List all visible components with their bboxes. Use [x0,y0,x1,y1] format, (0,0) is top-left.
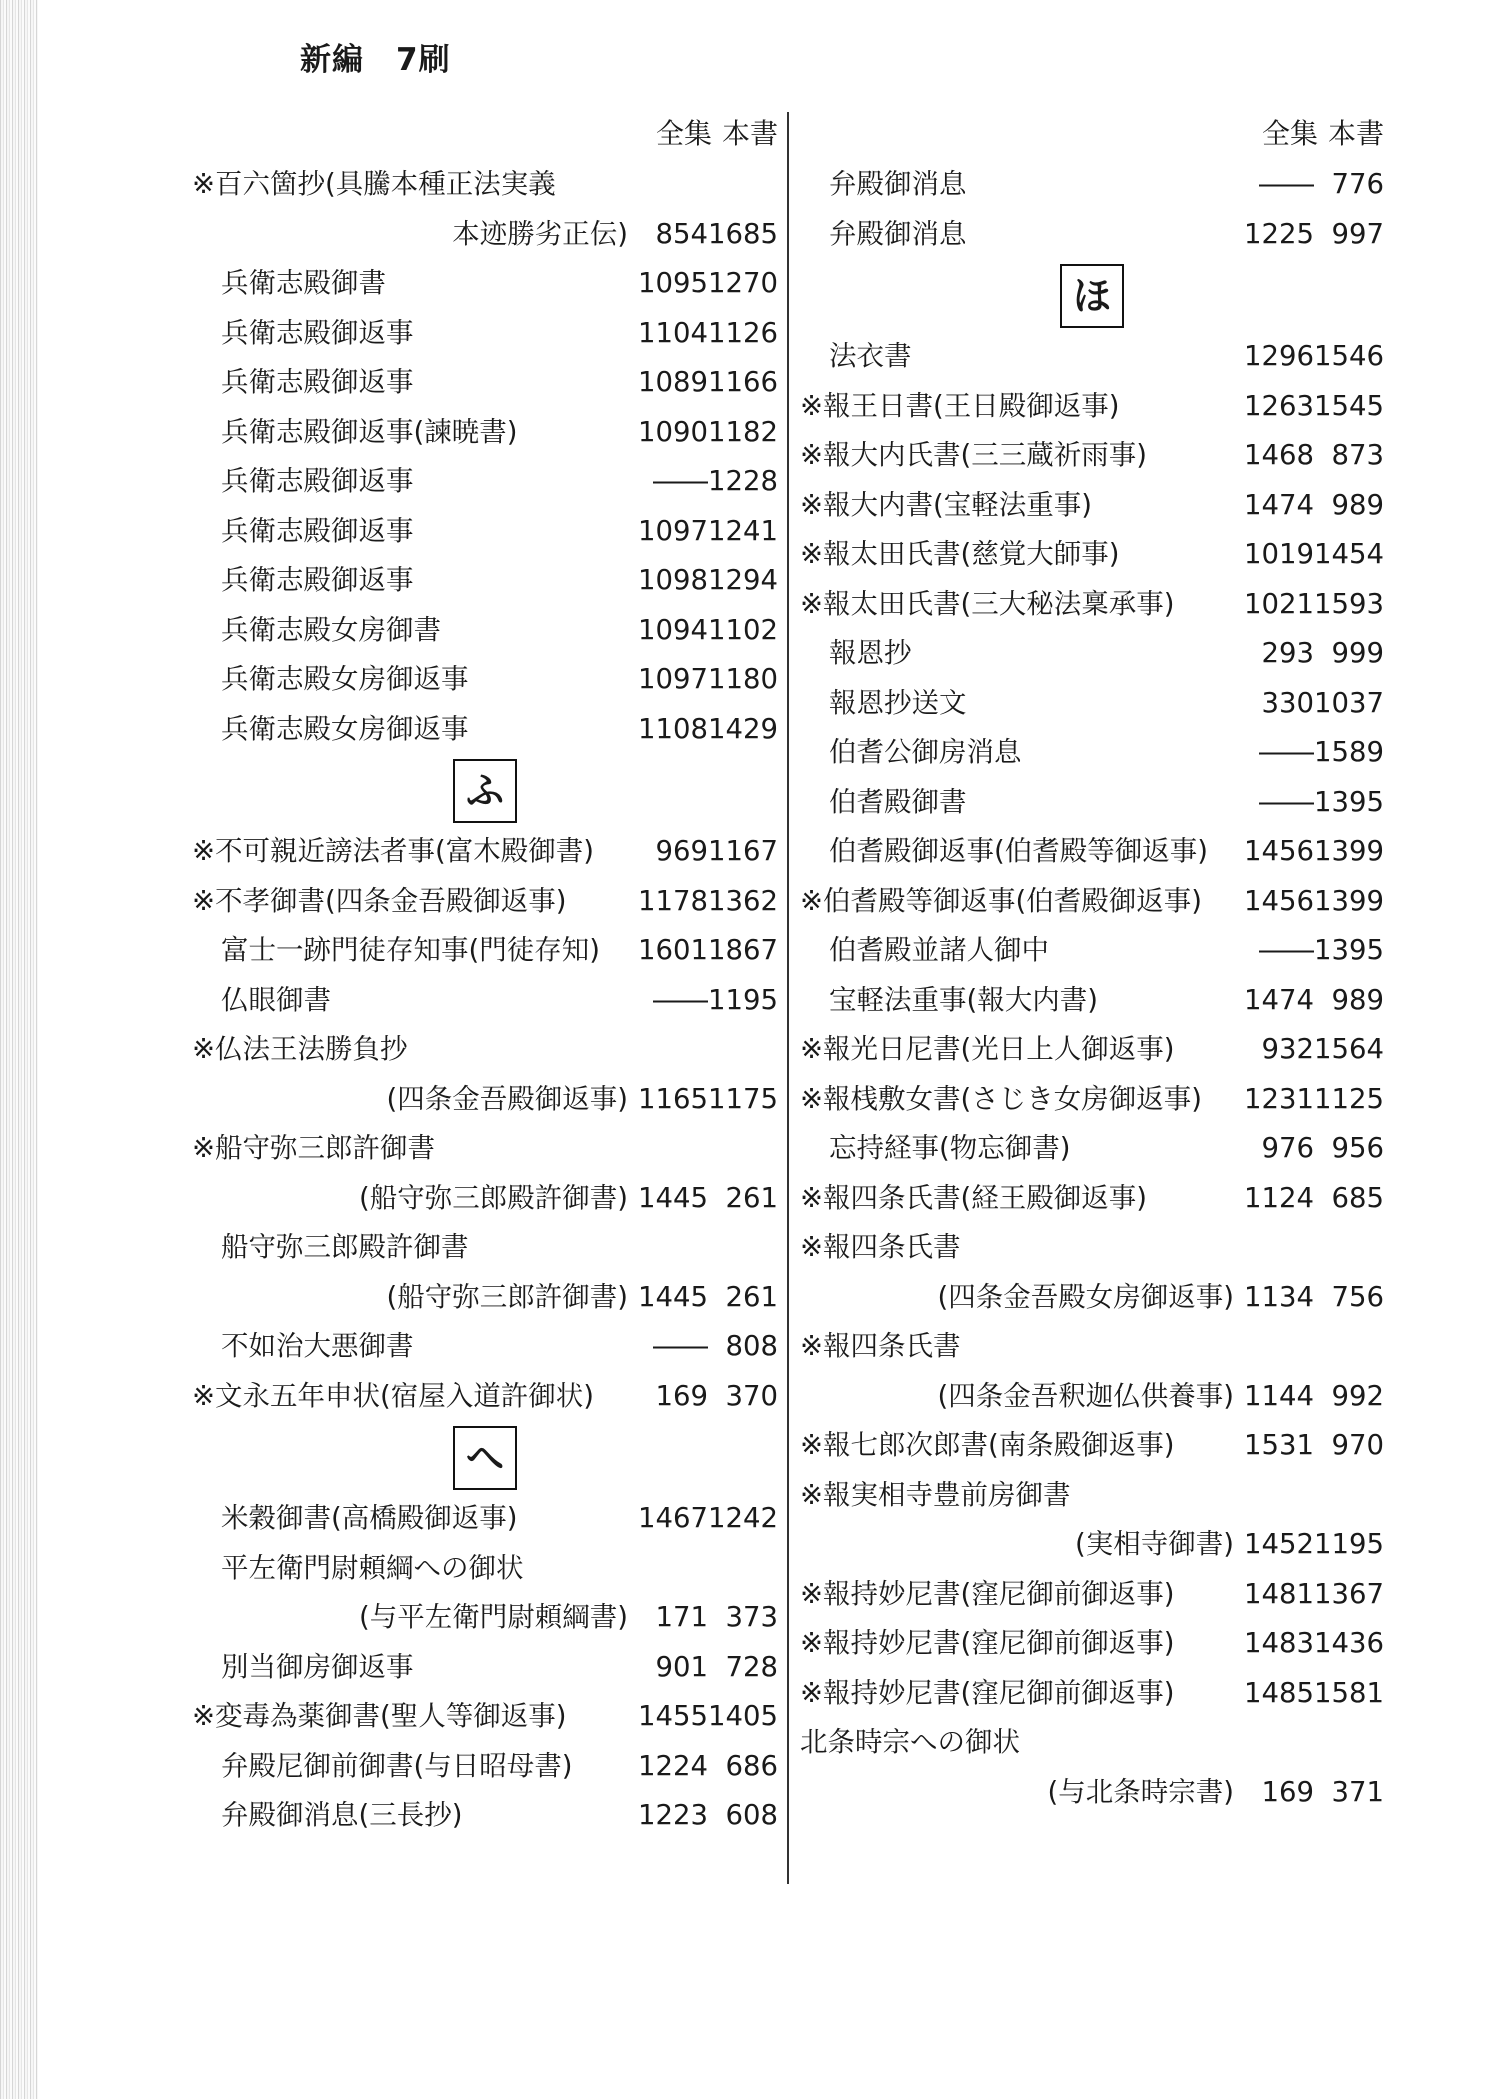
index-entry [192,606,778,656]
entry-title: ※不孝御書(四条金吾殿御返事) [192,884,567,917]
entry-honsho-page: 1593 [1314,587,1384,620]
entry-title: 船守弥三郎殿許御書 [221,1231,469,1263]
index-entry [800,679,1384,729]
entry-title: ※報大内書(宝軽法重事) [800,488,1092,521]
entry-zenshu-page: 976 [1261,1132,1314,1164]
entry-honsho-page: 1685 [708,217,778,250]
entry-honsho-page: 261 [725,1280,778,1313]
entry-title: 米穀御書(高橋殿御返事) [221,1502,518,1534]
entry-zenshu-page: 1467 [638,1502,708,1534]
index-entry [800,976,1384,1026]
entry-honsho-page: 1241 [708,514,778,547]
entry-title: (船守弥三郎殿許御書) [359,1181,628,1214]
index-entry [800,1421,1384,1471]
entry-zenshu-page: 1468 [1244,439,1314,471]
index-entry [192,1124,778,1174]
index-entry [800,431,1384,481]
entry-zenshu-page: 1108 [638,712,708,745]
index-entry [192,259,778,309]
index-entry [192,827,778,877]
entry-title: (四条金吾釈迦仏供養事) [937,1379,1234,1412]
entry-honsho-page: 1125 [1314,1082,1384,1115]
index-entry [192,705,778,755]
entry-honsho-page: 1436 [1314,1627,1384,1659]
entry-honsho-page: 956 [1331,1132,1384,1164]
index-entry-continuation [192,1593,778,1643]
entry-honsho-page: 1395 [1314,785,1384,818]
entry-honsho-page: 1166 [708,366,778,398]
entry-zenshu-page: 1531 [1244,1429,1314,1461]
entry-honsho-page: 1175 [708,1082,778,1115]
entry-title: 報恩抄送文 [829,686,967,719]
header-zenshu: 全集 [1261,117,1318,150]
entry-zenshu-page: 1224 [638,1749,708,1782]
entry-honsho-page: 1195 [1314,1528,1384,1560]
entry-zenshu-page: ―― [1259,736,1314,768]
entry-zenshu-page: 854 [655,217,708,250]
entry-title: 宝軽法重事(報大内書) [829,983,1098,1016]
entry-title: 平左衛門尉頼綱への御状 [221,1551,524,1584]
index-entry [800,778,1384,828]
entry-honsho-page: 685 [1331,1181,1384,1214]
entry-zenshu-page: ―― [653,465,708,497]
index-entry [192,408,778,458]
kana-section-heading [192,754,778,827]
index-entry [800,382,1384,432]
index-entry [192,877,778,927]
entry-zenshu-page: 1481 [1244,1577,1314,1610]
entry-honsho-page: 1102 [708,613,778,646]
kana-heading-box: ふ [453,759,517,823]
index-entry-continuation [192,1075,778,1125]
entry-zenshu-page: 1483 [1244,1627,1314,1659]
entry-honsho-page: 1228 [708,465,778,497]
index-entry [192,160,778,210]
entry-title: 北条時宗への御状 [800,1726,1020,1758]
entry-zenshu-page: 1094 [638,613,708,646]
entry-zenshu-page: 1296 [1244,340,1314,372]
entry-honsho-page: 989 [1331,983,1384,1016]
entry-zenshu-page: 1225 [1244,217,1314,250]
kana-heading-box: ほ [1060,264,1124,328]
header-honsho: 本書 [721,117,778,150]
entry-honsho-page: 1180 [708,663,778,695]
index-entry [800,1669,1384,1719]
entry-honsho-page: 1367 [1314,1577,1384,1610]
entry-honsho-page: 1242 [708,1502,778,1534]
index-entry [800,1124,1384,1174]
header-zenshu: 全集 [655,117,712,150]
entry-title: ※文永五年申状(宿屋入道許御状) [192,1379,594,1412]
index-entry [800,1075,1384,1125]
entry-honsho-page: 1454 [1314,538,1384,570]
entry-title: ※報四条氏書 [800,1330,961,1362]
entry-title: 弁殿御消息(三長抄) [221,1799,463,1831]
index-entry-continuation [800,1273,1384,1323]
entry-honsho-page: 686 [725,1749,778,1782]
entry-title: ※報太田氏書(慈覚大師事) [800,538,1120,570]
column-header-left [540,112,778,148]
entry-zenshu-page: 1231 [1244,1082,1314,1115]
entry-zenshu-page: 1474 [1244,983,1314,1016]
entry-zenshu-page: 1134 [1244,1280,1314,1313]
index-entry [800,629,1384,679]
entry-title: 仏眼御書 [221,983,331,1016]
entry-zenshu-page: 1455 [638,1700,708,1732]
entry-honsho-page: 1405 [708,1700,778,1732]
index-entry [800,210,1384,260]
entry-title: ※百六箇抄(具騰本種正法実義 [192,168,556,200]
entry-title: ※仏法王法勝負抄 [192,1033,408,1065]
entry-title: (四条金吾殿御返事) [386,1082,628,1115]
entry-title: 兵衛志殿御返事 [221,316,414,349]
entry-honsho-page: 1362 [708,884,778,917]
kana-section-heading [192,1421,778,1494]
entry-zenshu-page: 1098 [638,564,708,596]
entry-title: (実相寺御書) [1075,1528,1234,1560]
entry-honsho-page: 1270 [708,267,778,299]
entry-title: 兵衛志殿御返事 [221,564,414,596]
entry-honsho-page: 1546 [1314,340,1384,372]
entry-zenshu-page: ―― [1259,168,1314,200]
entry-title: 富士一跡門徒存知事(門徒存知) [221,934,600,966]
entry-honsho-page: 728 [725,1650,778,1683]
entry-zenshu-page: 1445 [638,1280,708,1313]
entry-zenshu-page: 1090 [638,415,708,448]
entry-title: 報恩抄 [829,637,912,669]
index-entry [192,1494,778,1544]
entry-zenshu-page: ―― [1259,934,1314,966]
index-entry [800,160,1384,210]
index-entry [800,1322,1384,1372]
entry-honsho-page: 1195 [708,983,778,1016]
index-entry [192,1692,778,1742]
entry-title: (船守弥三郎許御書) [386,1280,628,1313]
entry-honsho-page: 1589 [1314,736,1384,768]
index-entry-continuation [800,1372,1384,1422]
entry-honsho-page: 1037 [1314,686,1384,719]
entry-honsho-page: 370 [725,1379,778,1412]
index-entry [800,530,1384,580]
index-entry [192,507,778,557]
entry-honsho-page: 1545 [1314,389,1384,422]
column-divider [787,112,789,1884]
entry-honsho-page: 1867 [708,934,778,966]
index-entry [192,926,778,976]
entry-zenshu-page: 1445 [638,1181,708,1214]
entry-title: 弁殿御消息 [829,168,967,200]
index-column-left [192,160,778,1841]
entry-zenshu-page: 1456 [1244,884,1314,917]
entry-zenshu-page: 1124 [1244,1181,1314,1214]
index-entry [800,1471,1384,1521]
entry-title: 伯耆殿御書 [829,785,967,818]
index-entry [800,1025,1384,1075]
entry-zenshu-page: ―― [653,983,708,1016]
index-entry [192,309,778,359]
entry-title: 別当御房御返事 [221,1650,414,1683]
entry-title: ※不可親近謗法者事(富木殿御書) [192,835,594,867]
entry-zenshu-page: 932 [1261,1033,1314,1065]
entry-title: 兵衛志殿女房御書 [221,613,441,646]
kana-heading-box: へ [453,1426,517,1490]
entry-title: ※報持妙尼書(窪尼御前御返事) [800,1577,1175,1610]
index-entry [192,1025,778,1075]
entry-title: ※変毒為薬御書(聖人等御返事) [192,1700,567,1732]
entry-zenshu-page: 1089 [638,366,708,398]
entry-zenshu-page: 1452 [1244,1528,1314,1560]
entry-zenshu-page: 169 [1261,1775,1314,1808]
entry-title: (与平左衛門尉頼綱書) [359,1601,628,1633]
entry-zenshu-page: 1019 [1244,538,1314,570]
entry-honsho-page: 808 [725,1330,778,1362]
index-entry [192,1322,778,1372]
scan-binding-edge [0,0,38,2099]
index-entry [192,1791,778,1841]
header-honsho: 本書 [1327,117,1384,150]
entry-title: ※報持妙尼書(窪尼御前御返事) [800,1627,1175,1659]
entry-title: 弁殿御消息 [829,217,967,250]
entry-title: 兵衛志殿女房御返事 [221,663,469,695]
entry-title: ※報大内氏書(三三蔵祈雨事) [800,439,1147,471]
entry-zenshu-page: 1097 [638,514,708,547]
entry-title: ※報持妙尼書(窪尼御前御返事) [800,1676,1175,1709]
entry-title: ※報太田氏書(三大秘法稟承事) [800,587,1175,620]
entry-honsho-page: 608 [725,1799,778,1831]
index-entry [800,1718,1384,1768]
index-entry [192,457,778,507]
entry-zenshu-page: 1095 [638,267,708,299]
index-entry [800,580,1384,630]
entry-honsho-page: 970 [1331,1429,1384,1461]
entry-title: 兵衛志殿女房御返事 [221,712,469,745]
kana-section-heading [800,259,1384,332]
entry-zenshu-page: 1021 [1244,587,1314,620]
entry-honsho-page: 1564 [1314,1033,1384,1065]
index-entry [800,926,1384,976]
entry-title: (与北条時宗書) [1047,1775,1234,1808]
index-entry [192,976,778,1026]
index-entry-continuation [192,210,778,260]
index-entry [800,1174,1384,1224]
index-entry [192,358,778,408]
entry-title: ※伯耆殿等御返事(伯耆殿御返事) [800,884,1202,917]
index-entry [192,1544,778,1594]
index-entry-continuation [800,1768,1384,1818]
entry-zenshu-page: 1456 [1244,835,1314,867]
entry-zenshu-page: 293 [1261,637,1314,669]
entry-zenshu-page: 1178 [638,884,708,917]
entry-title: 兵衛志殿御返事(諫暁書) [221,415,518,448]
entry-honsho-page: 1581 [1314,1676,1384,1709]
index-entry [800,1619,1384,1669]
entry-title: ※報四条氏書 [800,1231,961,1263]
entry-honsho-page: 1294 [708,564,778,596]
entry-zenshu-page: 1485 [1244,1676,1314,1709]
entry-honsho-page: 776 [1331,168,1384,200]
entry-zenshu-page: ―― [653,1330,708,1362]
entry-zenshu-page: ―― [1259,785,1314,818]
entry-zenshu-page: 1104 [638,316,708,349]
entry-zenshu-page: 330 [1261,686,1314,719]
entry-title: ※船守弥三郎許御書 [192,1132,436,1164]
entry-honsho-page: 999 [1331,637,1384,669]
index-entry-continuation [192,1273,778,1323]
entry-zenshu-page: 1601 [638,934,708,966]
index-entry [800,481,1384,531]
entry-title: ※報実相寺豊前房御書 [800,1478,1071,1511]
entry-honsho-page: 1167 [708,835,778,867]
index-entry [800,728,1384,778]
index-entry [192,655,778,705]
entry-zenshu-page: 1223 [638,1799,708,1831]
index-entry [800,827,1384,877]
index-entry [192,556,778,606]
entry-title: 法衣書 [829,340,912,372]
entry-zenshu-page: 1097 [638,663,708,695]
entry-honsho-page: 1429 [708,712,778,745]
entry-zenshu-page: 969 [655,835,708,867]
index-entry [192,1372,778,1422]
index-entry [800,877,1384,927]
index-entry [192,1223,778,1273]
index-entry [800,1223,1384,1273]
entry-honsho-page: 992 [1331,1379,1384,1412]
entry-zenshu-page: 1165 [638,1082,708,1115]
entry-zenshu-page: 1263 [1244,389,1314,422]
entry-honsho-page: 371 [1331,1775,1384,1808]
index-entry-continuation [192,1174,778,1224]
index-entry [800,332,1384,382]
entry-title: 伯耆殿御返事(伯耆殿等御返事) [829,835,1208,867]
entry-honsho-page: 1395 [1314,934,1384,966]
entry-title: 弁殿尼御前御書(与日昭母書) [221,1749,573,1782]
entry-zenshu-page: 169 [655,1379,708,1412]
entry-zenshu-page: 1144 [1244,1379,1314,1412]
column-header-right [1150,112,1384,148]
index-column-right [800,160,1384,1817]
entry-title: ※報桟敷女書(さじき女房御返事) [800,1082,1202,1115]
entry-honsho-page: 1399 [1314,835,1384,867]
entry-title: 兵衛志殿御書 [221,267,386,299]
entry-title: (四条金吾殿女房御返事) [937,1280,1234,1313]
entry-title: 不如治大悪御書 [221,1330,414,1362]
entry-title: 伯耆殿並諸人御中 [829,934,1049,966]
entry-title: 忘持経事(物忘御書) [829,1132,1071,1164]
entry-title: ※報王日書(王日殿御返事) [800,389,1120,422]
entry-honsho-page: 1399 [1314,884,1384,917]
index-entry [800,1570,1384,1620]
entry-title: 兵衛志殿御返事 [221,465,414,497]
entry-honsho-page: 756 [1331,1280,1384,1313]
entry-zenshu-page: 1474 [1244,488,1314,521]
entry-zenshu-page: 901 [655,1650,708,1683]
entry-title: 兵衛志殿御返事 [221,514,414,547]
entry-honsho-page: 873 [1331,439,1384,471]
index-entry [192,1643,778,1693]
entry-title: ※報四条氏書(経王殿御返事) [800,1181,1147,1214]
entry-honsho-page: 997 [1331,217,1384,250]
entry-honsho-page: 373 [725,1601,778,1633]
index-entry [192,1742,778,1792]
entry-title: 兵衛志殿御返事 [221,366,414,398]
entry-title: 伯耆公御房消息 [829,736,1022,768]
entry-title: 本迹勝劣正伝) [452,217,628,250]
entry-honsho-page: 261 [725,1181,778,1214]
entry-honsho-page: 1182 [708,415,778,448]
entry-honsho-page: 989 [1331,488,1384,521]
entry-honsho-page: 1126 [708,316,778,349]
index-entry-continuation [800,1520,1384,1570]
entry-title: ※報光日尼書(光日上人御返事) [800,1033,1175,1065]
entry-zenshu-page: 171 [655,1601,708,1633]
entry-title: ※報七郎次郎書(南条殿御返事) [800,1429,1175,1461]
page-header: 新編 7刷 [300,42,451,78]
